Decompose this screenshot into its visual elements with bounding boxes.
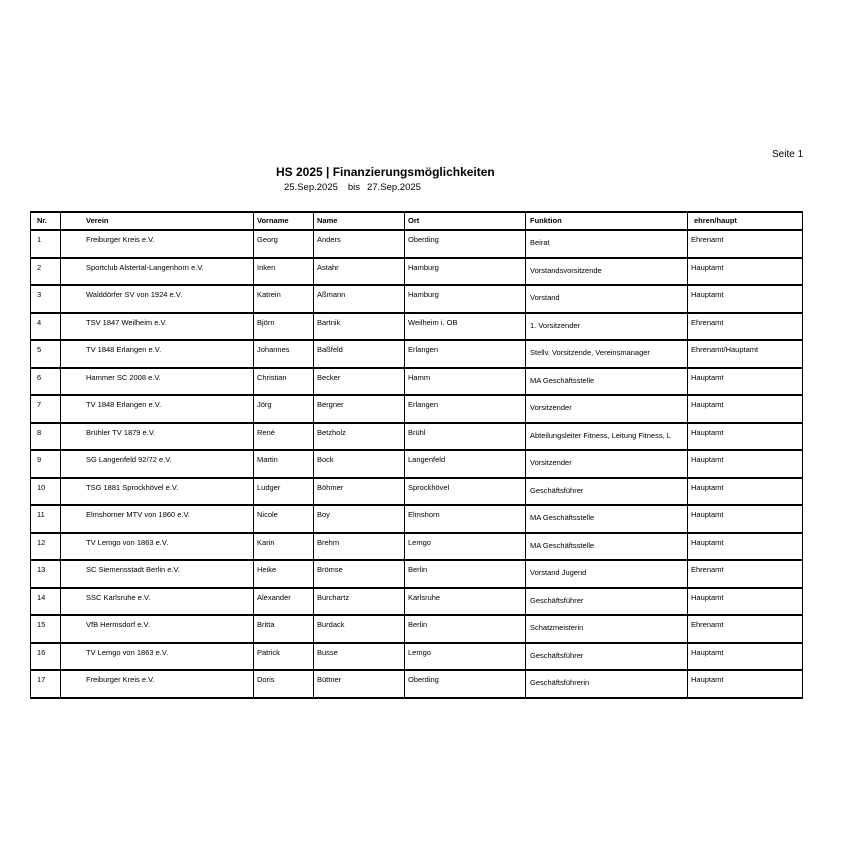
cell-verein: TSG 1881 Sprockhövel e.V. — [61, 478, 254, 506]
cell-ort: Oberding — [405, 670, 526, 698]
cell-name: Bergner — [314, 395, 405, 423]
cell-vorname: Nicole — [254, 505, 314, 533]
cell-ort: Berlin — [405, 560, 526, 588]
cell-nr: 2 — [31, 258, 61, 286]
cell-funktion: 1. Vorsitzender — [526, 313, 688, 341]
cell-nr: 16 — [31, 643, 61, 671]
cell-ort: Hamburg — [405, 258, 526, 286]
cell-nr: 3 — [31, 285, 61, 313]
cell-funktion: MA Geschäftsstelle — [526, 368, 688, 396]
cell-name: Bock — [314, 450, 405, 478]
cell-nr: 12 — [31, 533, 61, 561]
table-row — [31, 368, 803, 396]
column-header-vorname: Vorname — [254, 212, 314, 230]
table-row — [31, 505, 803, 533]
cell-ehren-haupt: Hauptamt — [688, 368, 803, 396]
cell-nr: 15 — [31, 615, 61, 643]
cell-ehren-haupt: Hauptamt — [688, 533, 803, 561]
cell-vorname: Britta — [254, 615, 314, 643]
table-row — [31, 643, 803, 671]
cell-ort: Oberding — [405, 230, 526, 258]
cell-verein: Elmshorner MTV von 1860 e.V. — [61, 505, 254, 533]
cell-funktion: Abteilungsleiter Fitness, Leitung Fitness, L — [526, 423, 688, 451]
cell-nr: 8 — [31, 423, 61, 451]
cell-funktion: MA Geschäftsstelle — [526, 505, 688, 533]
cell-nr: 13 — [31, 560, 61, 588]
cell-ehren-haupt: Hauptamt — [688, 670, 803, 698]
cell-vorname: Patrick — [254, 643, 314, 671]
table-row — [31, 285, 803, 313]
cell-vorname: Karin — [254, 533, 314, 561]
cell-name: Baßfeld — [314, 340, 405, 368]
table-row — [31, 560, 803, 588]
cell-name: Brehm — [314, 533, 405, 561]
cell-verein: TV Lemgo von 1863 e.V. — [61, 533, 254, 561]
date-from: 25.Sep.2025 — [284, 182, 338, 193]
cell-nr: 5 — [31, 340, 61, 368]
cell-verein: TV 1848 Erlangen e.V. — [61, 395, 254, 423]
cell-name: Büttner — [314, 670, 405, 698]
table-row — [31, 395, 803, 423]
cell-nr: 6 — [31, 368, 61, 396]
cell-verein: TV 1848 Erlangen e.V. — [61, 340, 254, 368]
cell-verein: Freiburger Kreis e.V. — [61, 230, 254, 258]
column-header-verein: Verein — [61, 212, 254, 230]
cell-ehren-haupt: Ehrenamt — [688, 560, 803, 588]
cell-vorname: Christian — [254, 368, 314, 396]
cell-vorname: Alexander — [254, 588, 314, 616]
cell-name: Astahr — [314, 258, 405, 286]
table-row — [31, 478, 803, 506]
cell-funktion: Vorstand — [526, 285, 688, 313]
cell-funktion: Vorstand Jugend — [526, 560, 688, 588]
page-number: Seite 1 — [772, 149, 804, 160]
cell-funktion: Beirat — [526, 230, 688, 258]
cell-funktion: Schatzmeisterin — [526, 615, 688, 643]
cell-ort: Berlin — [405, 615, 526, 643]
cell-name: Busse — [314, 643, 405, 671]
cell-funktion: Stellv. Vorsitzende, Vereinsmanager — [526, 340, 688, 368]
cell-ehren-haupt: Hauptamt — [688, 478, 803, 506]
cell-ort: Hamm — [405, 368, 526, 396]
date-to: 27.Sep.2025 — [367, 182, 421, 193]
cell-verein: TV Lemgo von 1863 e.V. — [61, 643, 254, 671]
table-row — [31, 258, 803, 286]
cell-vorname: Björn — [254, 313, 314, 341]
cell-name: Bartnik — [314, 313, 405, 341]
cell-ehren-haupt: Hauptamt — [688, 395, 803, 423]
table-row — [31, 670, 803, 698]
cell-nr: 9 — [31, 450, 61, 478]
cell-ehren-haupt: Ehrenamt — [688, 230, 803, 258]
date-separator: bis — [347, 182, 361, 193]
cell-vorname: René — [254, 423, 314, 451]
cell-verein: Hammer SC 2008 e.V. — [61, 368, 254, 396]
cell-funktion: Geschäftsführer — [526, 643, 688, 671]
cell-ort: Erlangen — [405, 340, 526, 368]
cell-nr: 11 — [31, 505, 61, 533]
cell-name: Aßmann — [314, 285, 405, 313]
cell-ort: Sprockhövel — [405, 478, 526, 506]
column-header-nr: Nr. — [31, 212, 61, 230]
cell-ehren-haupt: Hauptamt — [688, 285, 803, 313]
document-title: HS 2025 | Finanzierungsmöglichkeiten — [276, 165, 495, 179]
cell-ort: Lemgo — [405, 533, 526, 561]
cell-funktion: Vorsitzender — [526, 450, 688, 478]
cell-name: Anders — [314, 230, 405, 258]
table-row — [31, 230, 803, 258]
cell-name: Betzholz — [314, 423, 405, 451]
cell-funktion: Geschäftsführer — [526, 588, 688, 616]
cell-verein: VfB Hermsdorf e.V. — [61, 615, 254, 643]
cell-ehren-haupt: Ehrenamt/Hauptamt — [688, 340, 803, 368]
cell-nr: 14 — [31, 588, 61, 616]
column-header-ort: Ort — [405, 212, 526, 230]
cell-vorname: Martin — [254, 450, 314, 478]
table-row — [31, 450, 803, 478]
cell-nr: 17 — [31, 670, 61, 698]
cell-nr: 7 — [31, 395, 61, 423]
cell-nr: 4 — [31, 313, 61, 341]
cell-vorname: Georg — [254, 230, 314, 258]
cell-vorname: Katrein — [254, 285, 314, 313]
cell-vorname: Jörg — [254, 395, 314, 423]
cell-name: Brömse — [314, 560, 405, 588]
cell-ort: Langenfeld — [405, 450, 526, 478]
cell-vorname: Ludger — [254, 478, 314, 506]
table-header-row — [31, 212, 803, 230]
cell-verein: SG Langenfeld 92/72 e.V. — [61, 450, 254, 478]
cell-ehren-haupt: Hauptamt — [688, 258, 803, 286]
participant-table — [30, 211, 803, 699]
cell-ehren-haupt: Ehrenamt — [688, 615, 803, 643]
column-header-ehren-haupt: ehren/haupt — [688, 212, 803, 230]
cell-verein: TSV 1847 Weilheim e.V. — [61, 313, 254, 341]
cell-ehren-haupt: Ehrenamt — [688, 313, 803, 341]
table-row — [31, 615, 803, 643]
cell-name: Becker — [314, 368, 405, 396]
cell-verein: SC Siemensstadt Berlin e.V. — [61, 560, 254, 588]
cell-funktion: Geschäftsführer — [526, 478, 688, 506]
table-row — [31, 423, 803, 451]
cell-funktion: MA Geschäftsstelle — [526, 533, 688, 561]
cell-name: Burchartz — [314, 588, 405, 616]
table-row — [31, 533, 803, 561]
date-range — [284, 182, 421, 193]
cell-nr: 10 — [31, 478, 61, 506]
cell-name: Böhmer — [314, 478, 405, 506]
cell-ehren-haupt: Hauptamt — [688, 643, 803, 671]
cell-verein: Freiburger Kreis e.V. — [61, 670, 254, 698]
cell-vorname: Doris — [254, 670, 314, 698]
column-header-funktion: Funktion — [526, 212, 688, 230]
cell-ort: Erlangen — [405, 395, 526, 423]
cell-name: Boy — [314, 505, 405, 533]
cell-verein: Walddörfer SV von 1924 e.V. — [61, 285, 254, 313]
cell-ort: Hamburg — [405, 285, 526, 313]
cell-ort: Brühl — [405, 423, 526, 451]
cell-verein: Brühler TV 1879 e.V. — [61, 423, 254, 451]
cell-ort: Karlsruhe — [405, 588, 526, 616]
column-header-name: Name — [314, 212, 405, 230]
cell-vorname: Inken — [254, 258, 314, 286]
cell-funktion: Vorstandsvorsitzende — [526, 258, 688, 286]
cell-vorname: Heike — [254, 560, 314, 588]
cell-ehren-haupt: Hauptamt — [688, 505, 803, 533]
cell-ehren-haupt: Hauptamt — [688, 588, 803, 616]
cell-ehren-haupt: Hauptamt — [688, 423, 803, 451]
cell-ort: Weilheim i. OB — [405, 313, 526, 341]
cell-verein: SSC Karlsruhe e.V. — [61, 588, 254, 616]
cell-nr: 1 — [31, 230, 61, 258]
cell-ort: Elmshorn — [405, 505, 526, 533]
cell-funktion: Geschäftsführerin — [526, 670, 688, 698]
cell-vorname: Johannes — [254, 340, 314, 368]
cell-funktion: Vorsitzender — [526, 395, 688, 423]
table-row — [31, 340, 803, 368]
table-row — [31, 313, 803, 341]
cell-ehren-haupt: Hauptamt — [688, 450, 803, 478]
cell-name: Burdack — [314, 615, 405, 643]
cell-verein: Sportclub Alstertal-Langenhorn e.V. — [61, 258, 254, 286]
table-row — [31, 588, 803, 616]
cell-ort: Lemgo — [405, 643, 526, 671]
